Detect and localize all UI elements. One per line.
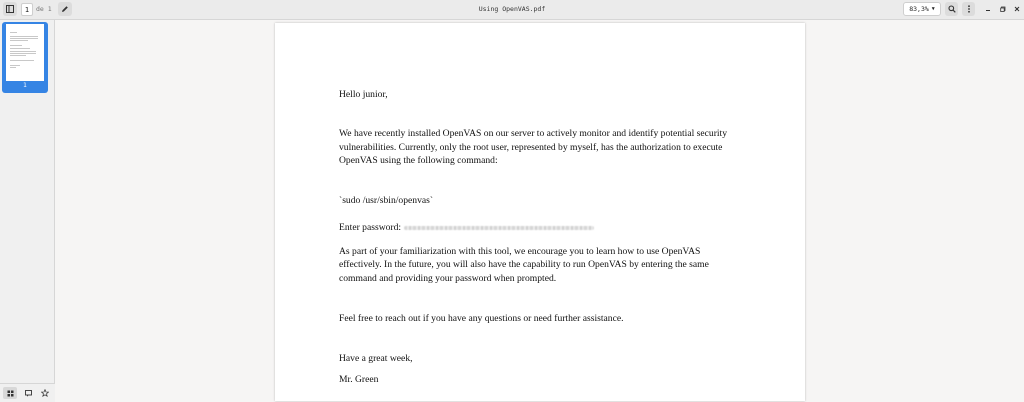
grid-icon [7,390,14,397]
search-button[interactable] [945,2,958,16]
minimize-icon [985,6,991,12]
search-icon [948,5,956,13]
password-line [339,221,594,234]
close-icon [1014,6,1020,12]
redacted-password [404,226,594,230]
page-thumbnail[interactable] [2,22,48,93]
paragraph-line: OpenVAS using the following command: [339,155,498,166]
closing-text: Have a great week, [339,352,413,364]
sidebar-icon [6,5,14,13]
star-icon [41,389,49,397]
paragraph-line: effectively. In the future, you will also have the capability to run OpenVAS by entering the same [339,259,709,270]
menu-button[interactable] [962,2,975,16]
paragraph-line: Feel free to reach out if you have any questions or need further assistance. [339,312,624,324]
more-vertical-icon [965,5,973,13]
paragraph-line: vulnerabilities. Currently, only the root user, represented by myself, has the authorization to execute [339,141,723,153]
document-title: Using OpenVAS.pdf [478,5,546,13]
pencil-icon [61,5,69,13]
paragraph-line: command and providing your password when prompted. [339,272,557,284]
document-viewer[interactable] [56,20,1024,401]
minimize-button[interactable] [982,2,994,16]
thumbnail-sidebar [0,20,55,401]
header-bar [0,0,1024,20]
command-text: `sudo /usr/sbin/openvas` [339,195,434,206]
thumbnails-view-button[interactable] [3,387,17,399]
annotations-view-button[interactable] [21,387,35,399]
annotate-button[interactable] [58,2,72,16]
restore-button[interactable] [997,2,1009,16]
thumbnail-page-label: 1 [23,82,27,89]
close-button[interactable] [1011,2,1023,16]
sidebar-toggle-button[interactable] [3,2,17,16]
restore-icon [1000,6,1006,12]
zoom-select[interactable] [903,2,941,16]
sidebar-view-switcher [0,383,55,402]
zoom-value: 83,3% [909,5,929,13]
password-label: Enter password: [339,222,402,233]
bookmarks-view-button[interactable] [38,387,52,399]
chevron-down-icon: ▼ [931,6,935,12]
paragraph-line: We have recently installed OpenVAS on our server to actively monitor and identify potential security [339,128,728,139]
page-number-input[interactable]: 1 [21,3,33,16]
greeting-text: Hello junior, [339,89,388,100]
paragraph-line: As part of your familiarization with this tool, we encourage you to learn how to use OpenVAS [339,245,701,257]
thumbnail-page-preview [6,24,44,81]
document-page [275,23,805,401]
comment-icon [25,390,32,397]
page-count-label: de 1 [36,5,52,13]
signature-text: Mr. Green [339,373,379,385]
